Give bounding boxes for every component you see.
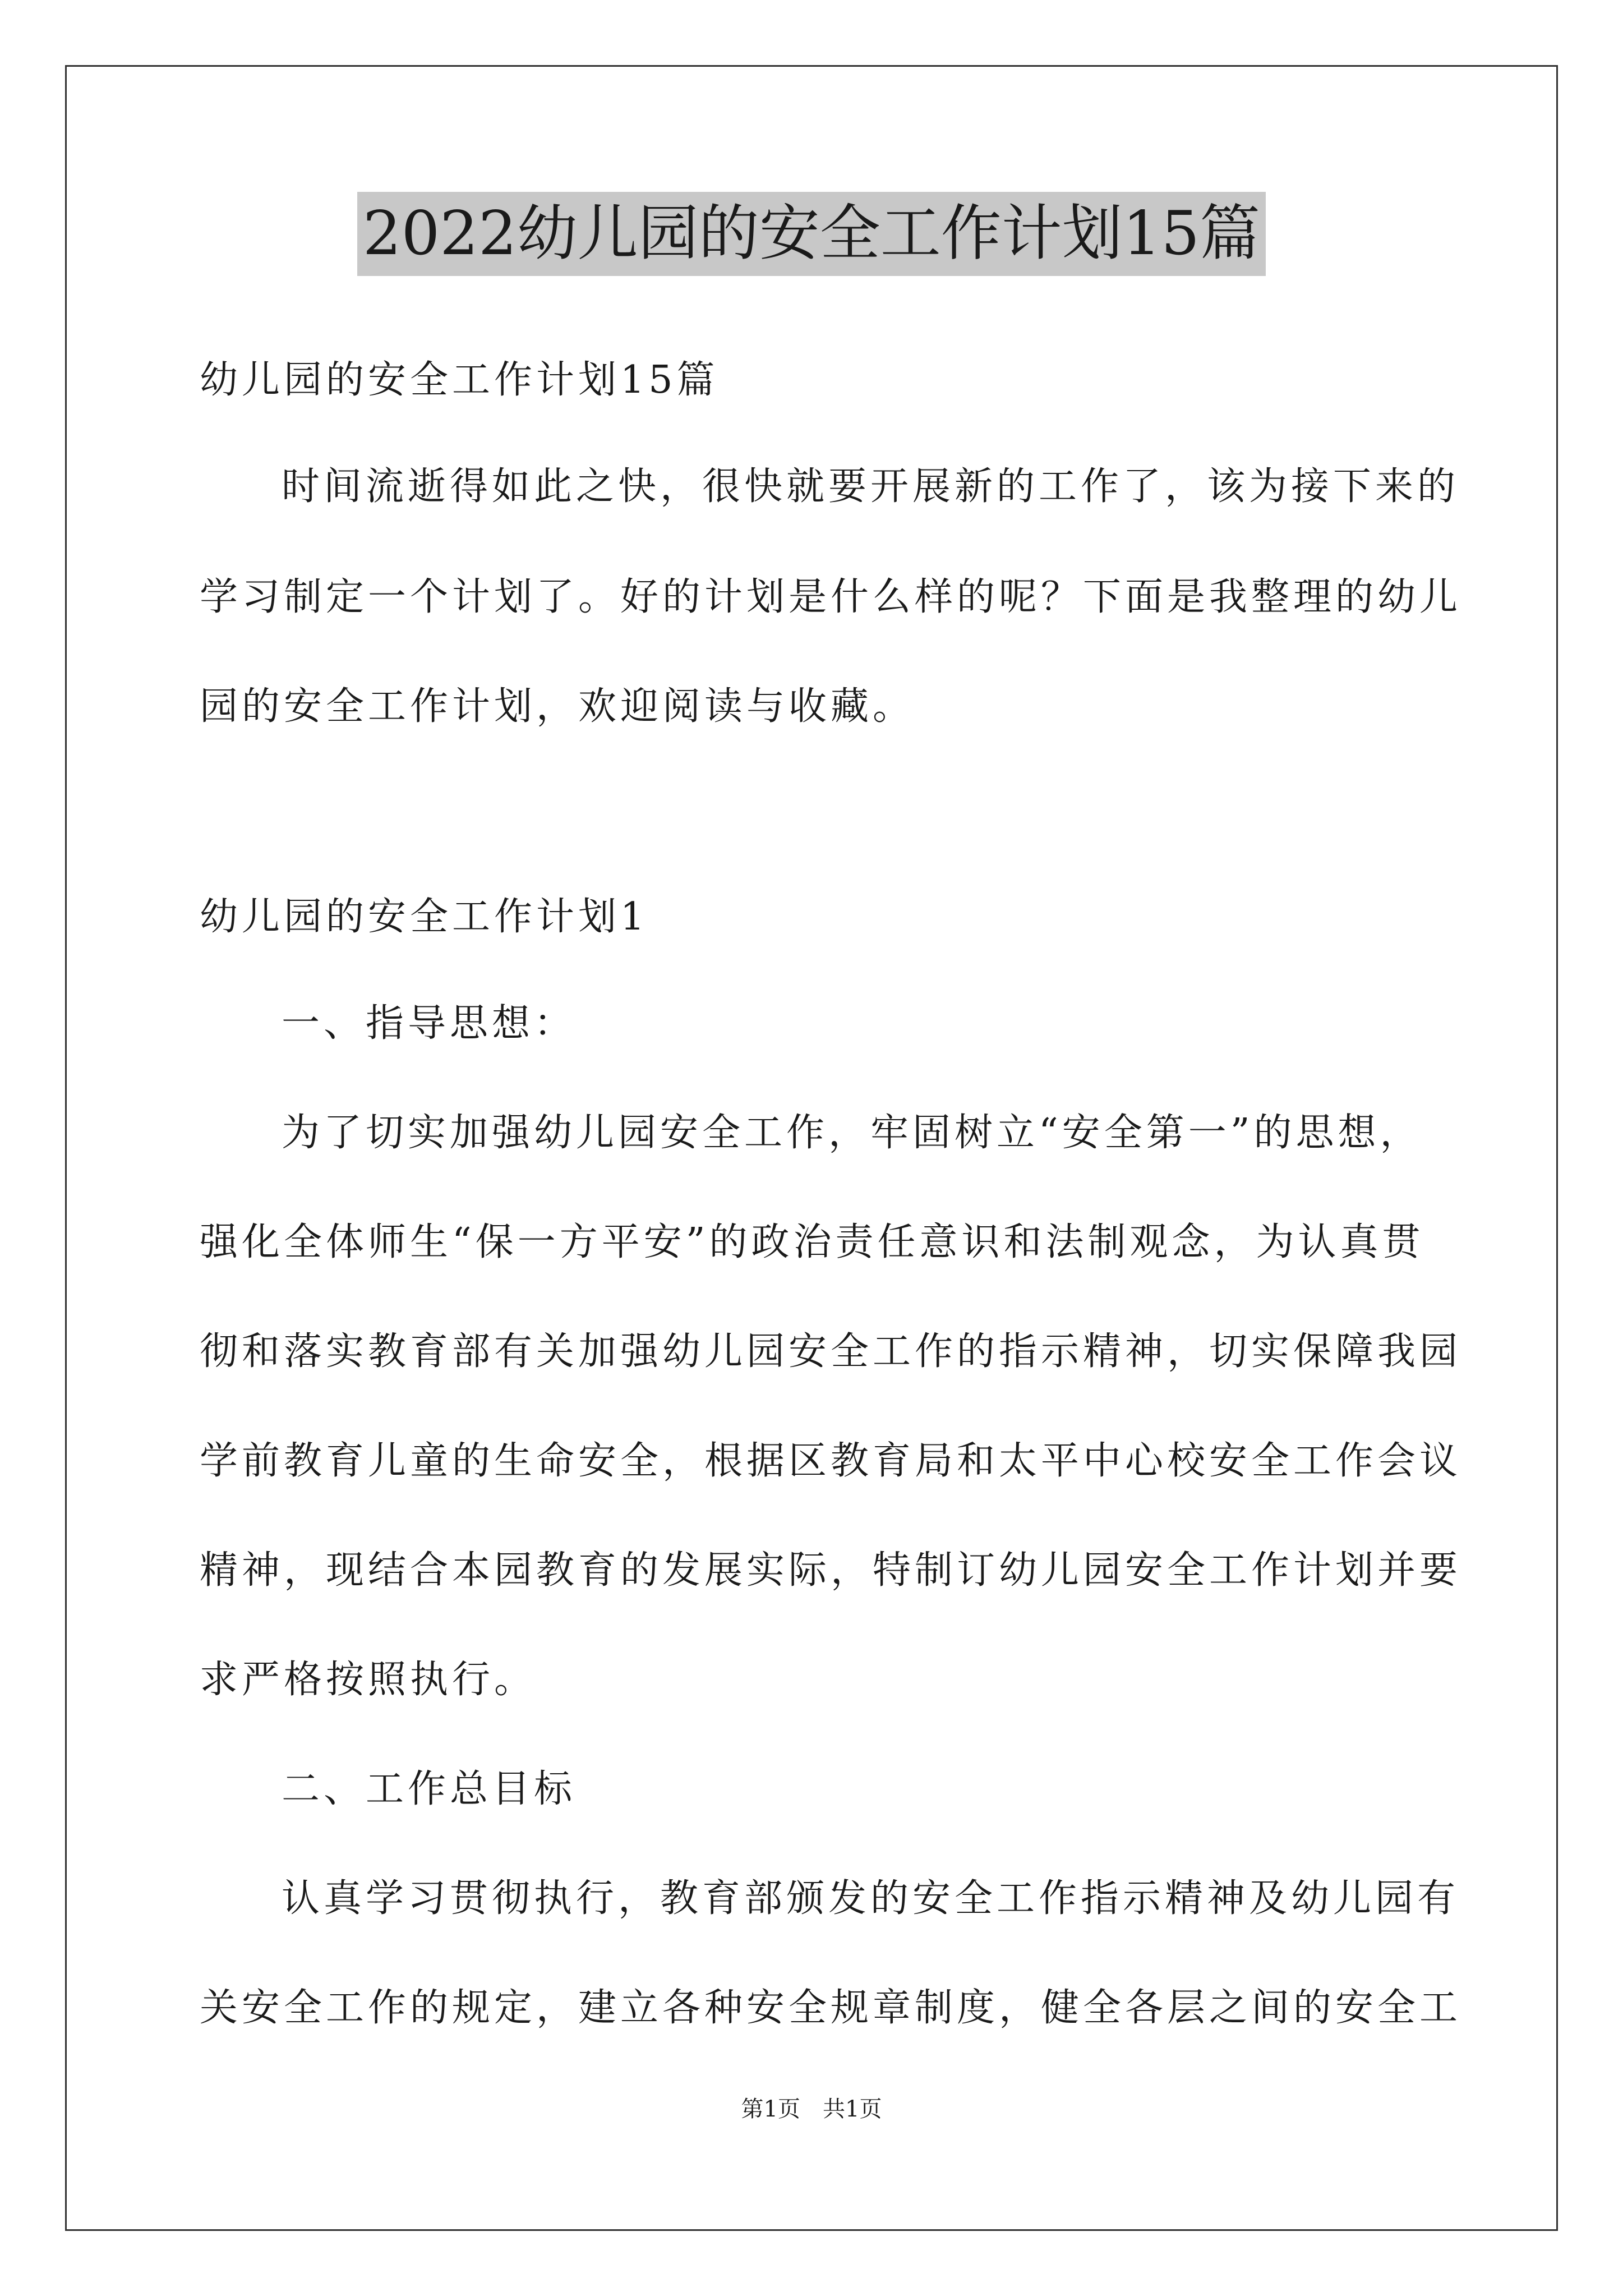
document-title: 2022幼儿园的安全工作计划15篇 [357, 192, 1266, 276]
paragraph-line-8: 关安全工作的规定，建立各种安全规章制度，健全各层之间的安全工 [200, 1986, 1462, 2030]
title-block [0, 192, 1623, 276]
paragraph-line-3: 彻和落实教育部有关加强幼儿园安全工作的指示精神，切实保障我园 [200, 1329, 1462, 1374]
paragraph-line-4: 学前教育儿童的生命安全，根据区教育局和太平中心校安全工作会议 [200, 1439, 1462, 1483]
paragraph-line-7: 认真学习贯彻执行，教育部颁发的安全工作指示精神及幼儿园有 [282, 1876, 1460, 1921]
paragraph-line-5: 精神，现结合本园教育的发展实际，特制订幼儿园安全工作计划并要 [200, 1548, 1462, 1593]
paragraph-line-1: 为了切实加强幼儿园安全工作，牢固树立“安全第一”的思想， [282, 1111, 1422, 1155]
paragraph-line-2: 强化全体师生“保一方平安”的政治责任意识和法制观念，为认真贯 [200, 1220, 1424, 1264]
heading-work-goal: 二、工作总目标 [282, 1767, 577, 1811]
heading-guiding-thought: 一、指导思想： [282, 1001, 577, 1046]
intro-line-2: 学习制定一个计划了。好的计划是什么样的呢？下面是我整理的幼儿 [200, 575, 1462, 619]
page-footer: 第1页 共1页 [741, 2096, 882, 2122]
intro-line-1: 时间流逝得如此之快，很快就要开展新的工作了，该为接下来的 [282, 464, 1460, 509]
subtitle-line: 幼儿园的安全工作计划15篇 [200, 358, 719, 402]
intro-line-3: 园的安全工作计划，欢迎阅读与收藏。 [200, 684, 915, 729]
paragraph-line-6: 求严格按照执行。 [200, 1658, 537, 1702]
section-heading: 幼儿园的安全工作计划1 [200, 895, 649, 939]
